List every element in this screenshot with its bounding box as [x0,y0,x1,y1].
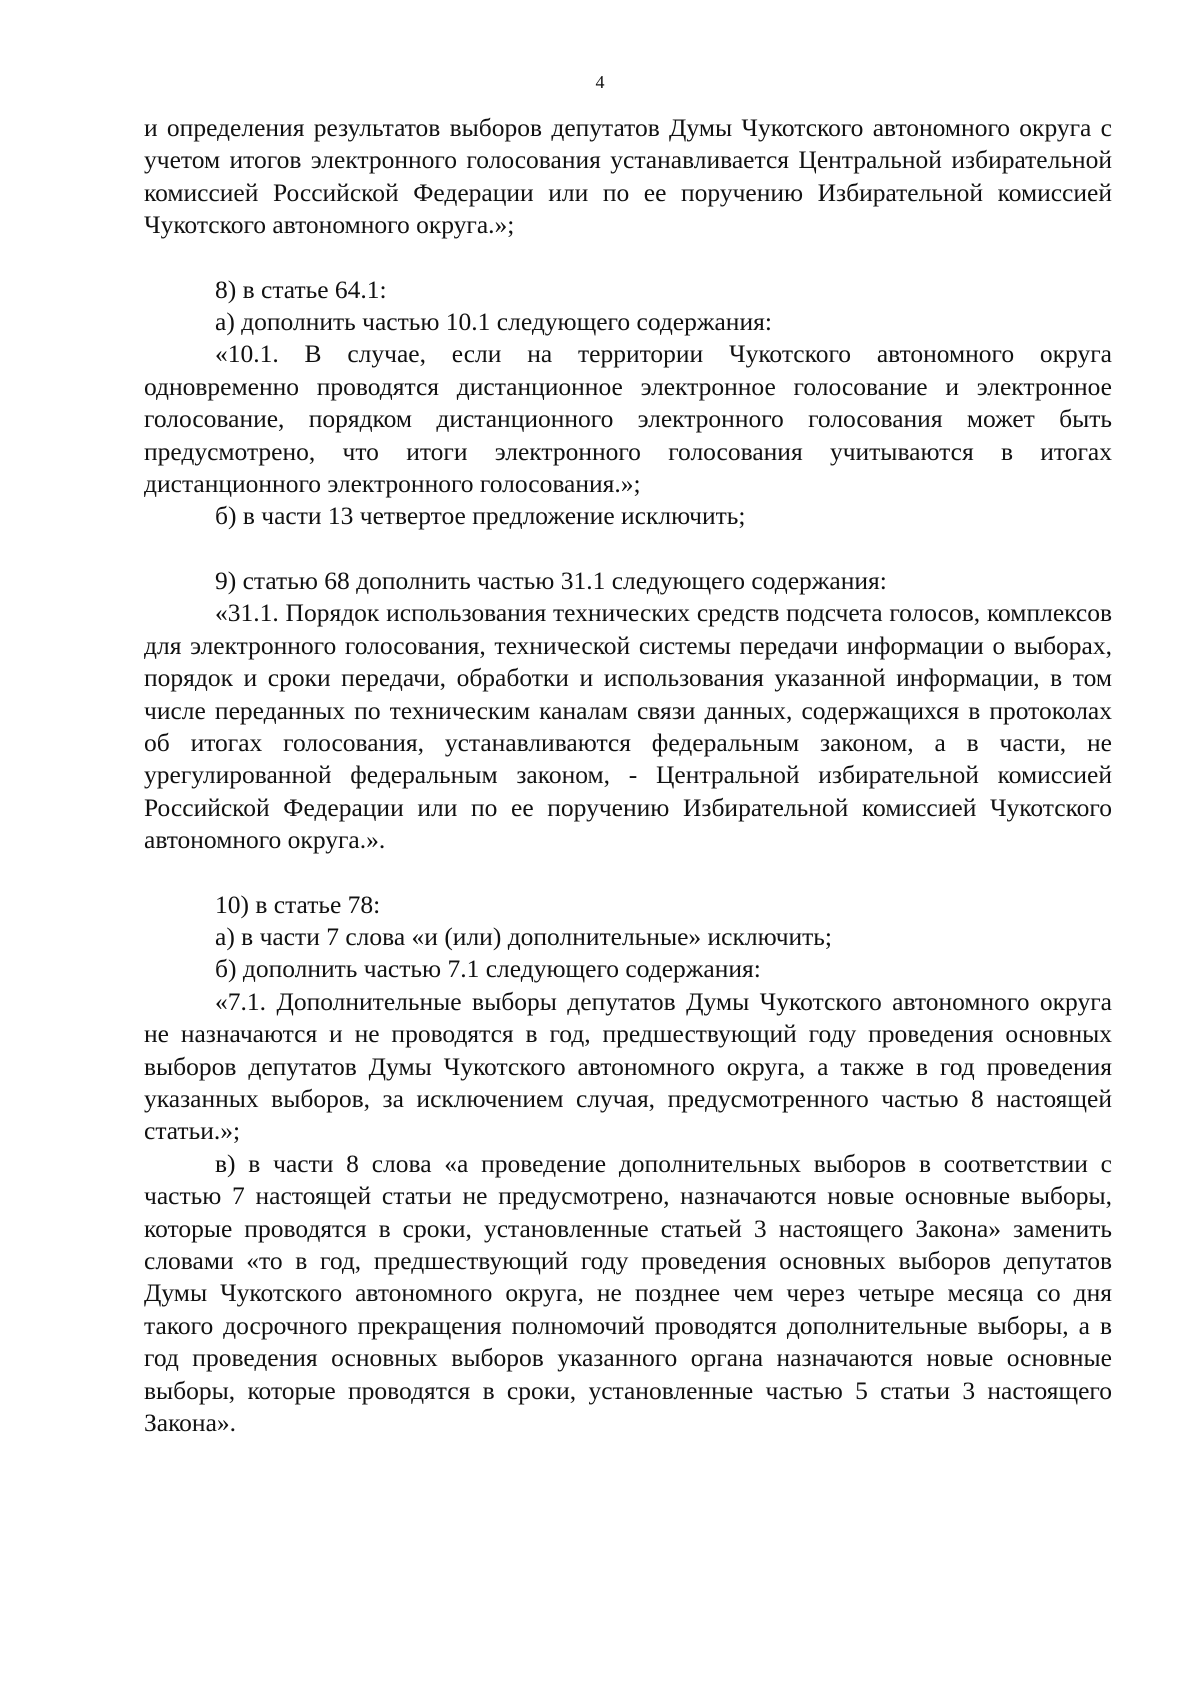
paragraph: б) в части 13 четвертое предложение исключить; [215,501,746,531]
paragraph: 10) в статье 78: [215,889,381,919]
paragraph: а) дополнить частью 10.1 следующего содержания: [215,307,772,337]
page-number: 4 [595,72,605,92]
paragraph: в) в части 8 слова «а проведение дополнительных выборов в соответствии с частью 7 настоящей статьи не предусмотрено, назначаются новые основные выборы, которые проводятся в сроки, установленные статьей 3 настоящего Закона» заменить словами «то в год, предшествующий году проведения основных выборов депутатов Думы Чукотского автономного округа, не позднее чем через четыре месяца со дня такого досрочного прекращения полномочий проводятся дополнительные выборы, а в год проведения основных выборов указанного органа назначаются новые основные выборы, которые проводятся в сроки, установленные частью 5 статьи 3 настоящего Закона». [144,1148,1112,1438]
paragraph: а) в части 7 слова «и (или) дополнительные» исключить; [215,921,833,951]
paragraph: и определения результатов выборов депутатов Думы Чукотского автономного округа с учетом итогов электронного голосования устанавливается Центральной избирательной комиссией Российской Федерации или по ее поручению Избирательной комиссией Чукотского автономного округа.»; [144,113,1112,240]
paragraph: «10.1. В случае, если на территории Чукотского автономного округа одновременно проводятся дистанционное электронное голосование и электронное голосование, порядком дистанционного электронного голосования может быть предусмотрено, что итоги электронного голосования учитываются в итогах дистанционного электронного голосования.»; [144,339,1112,499]
paragraph: «31.1. Порядок использования технических средств подсчета голосов, комплексов для электронного голосования, технической системы передачи информации о выборах, порядок и сроки передачи, обработки и использования указанной информации, в том числе переданных по техническим каналам связи данных, содержащихся в протоколах об итогах голосования, устанавливаются федеральным законом, а в части, не урегулированной федеральным законом, - Центральной избирательной комиссией Российской Федерации или по ее поручению Избирательной комиссией Чукотского автономного округа.». [144,598,1112,855]
paragraph: б) дополнить частью 7.1 следующего содержания: [215,954,761,984]
paragraph: 8) в статье 64.1: [215,274,387,304]
paragraph: «7.1. Дополнительные выборы депутатов Думы Чукотского автономного округа не назначаются и не проводятся в год, предшествующий году проведения основных выборов депутатов Думы Чукотского автономного округа, а также в год проведения указанных выборов, за исключением случая, предусмотренного частью 8 настоящей статьи.»; [144,986,1112,1146]
document-body [144,112,1112,1439]
paragraph: 9) статью 68 дополнить частью 31.1 следующего содержания: [215,565,887,595]
